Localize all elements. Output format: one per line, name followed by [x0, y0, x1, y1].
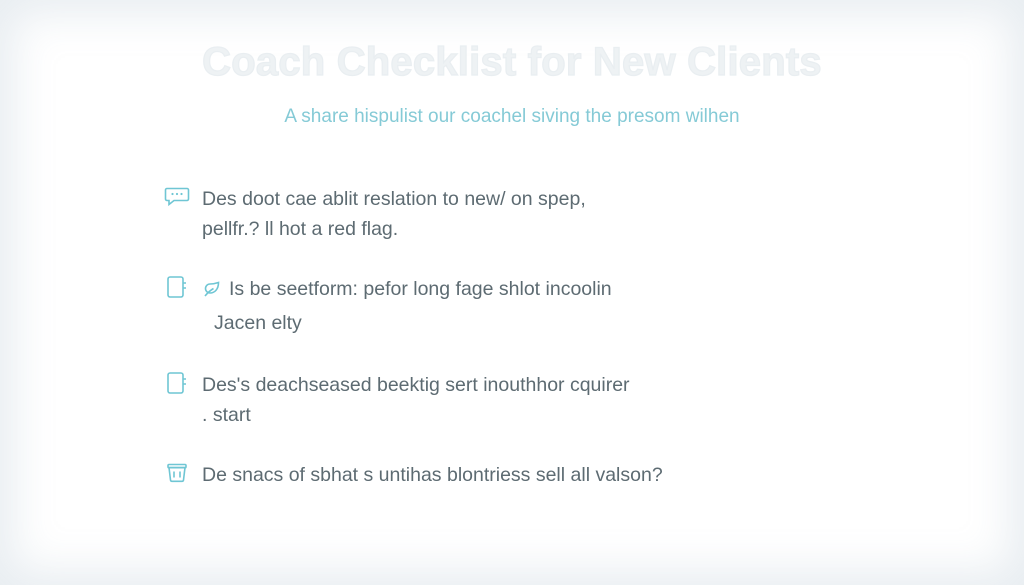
list-item [160, 272, 920, 338]
list-item-text [202, 458, 663, 490]
list-item-line1: Des's deachseased beektig sert inouthhor cquirer [202, 374, 630, 396]
list-item [160, 368, 920, 430]
list-item-text [202, 272, 612, 338]
list-item-line2: Jacen elty [214, 312, 302, 334]
list-item-text [202, 182, 586, 244]
checklist [160, 182, 920, 520]
list-item-line1: Des doot cae ablit reslation to new/ on spep, [202, 188, 586, 210]
list-item-text [202, 368, 630, 430]
page-title: Coach Checklist for New Clients [202, 40, 822, 84]
clipboard-icon [160, 272, 194, 306]
page-subtitle: A share hispulist our coachel siving the presom wilhen [284, 106, 740, 127]
list-item-line2: pellfr.? ll hot a red flag. [202, 218, 399, 240]
list-item-line1: De snacs of sbhat s untihas blontriess sell all valson? [202, 464, 663, 486]
list-item [160, 182, 920, 244]
clipboard-icon [160, 368, 194, 402]
list-item [160, 458, 920, 492]
leaf-icon [202, 278, 222, 308]
list-item-line2: . start [202, 404, 251, 426]
list-item-line1: Is be seetform: pefor long fage shlot incoolin [229, 278, 612, 300]
speech-bubble-icon [160, 182, 194, 216]
basket-icon [160, 458, 194, 492]
